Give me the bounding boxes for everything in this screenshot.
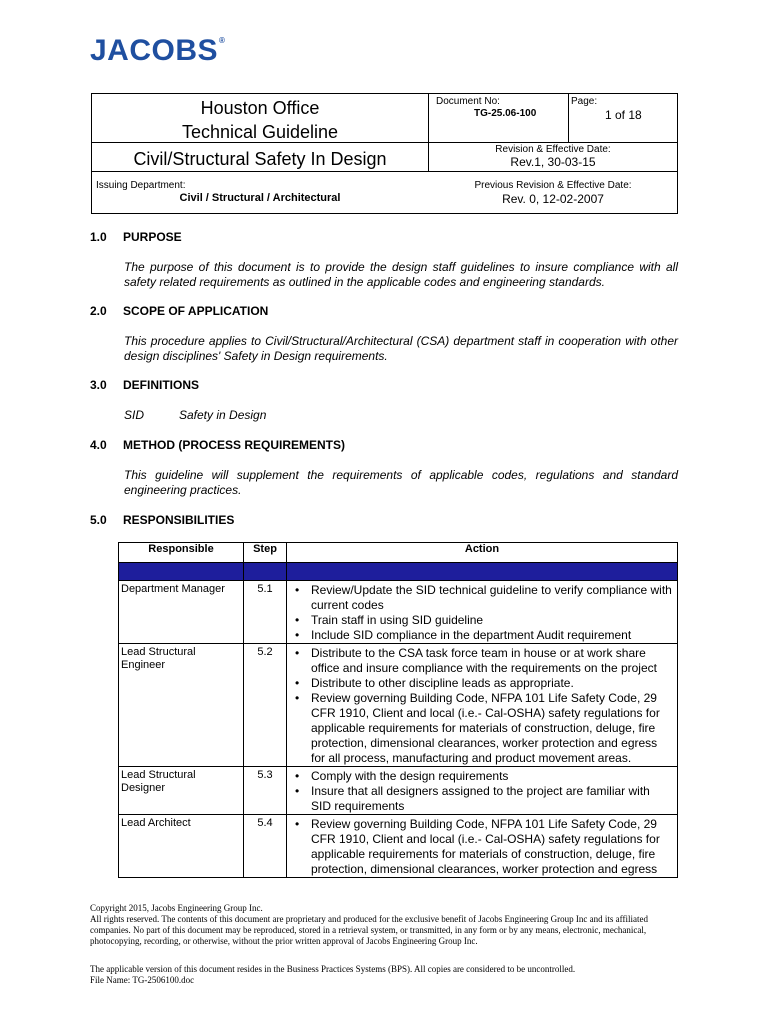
cell-step: 5.4 — [244, 815, 287, 878]
revision-value: Rev.1, 30-03-15 — [510, 155, 596, 169]
footer-copyright: Copyright 2015, Jacobs Engineering Group Inc. — [90, 903, 263, 913]
cell-responsible: Lead Structural Designer — [119, 767, 244, 815]
issuing-department-label: Issuing Department: — [96, 180, 186, 191]
section-heading-purpose: 1.0 PURPOSE — [90, 230, 182, 244]
previous-revision-label: Previous Revision & Effective Date: — [474, 180, 632, 191]
cell-responsible: Lead Architect — [119, 815, 244, 878]
footer-applicable — [90, 964, 680, 986]
section-text-purpose: The purpose of this document is to provide the design staff guidelines to insure compliance with all safety related requirements as outlined in the applicable codes and engineering standards. — [124, 260, 678, 289]
footer-file-name: File Name: TG-2506100.doc — [90, 975, 195, 985]
table-row — [119, 815, 678, 878]
revision-label: Revision & Effective Date: — [495, 144, 611, 155]
table-row — [119, 644, 678, 767]
action-item: • Distribute to the CSA task force team in house or at work share office and insure compliance with the requirements on the project — [291, 646, 673, 676]
action-item: • Train staff in using SID guideline — [291, 613, 673, 628]
cell-responsible: Lead Structural Engineer — [119, 644, 244, 767]
responsibilities-table — [118, 542, 678, 878]
definition-row — [124, 408, 678, 423]
office-title: Houston Office Technical Guideline — [181, 98, 339, 142]
footer-rights: All rights reserved. The contents of this document are proprietary and produced for the exclusive benefit of Jacobs Engineering Group Inc and its affiliated companies. No part of this document may be reproduced, stored in a retrieval system, or transmitted, in any form or by any means, electronic, mechanical, photocopying, recording, or otherwise, without the prior written approval of Jacobs Engineering Group Inc. — [90, 914, 648, 946]
action-item: • Review governing Building Code, NFPA 101 Life Safety Code, 29 CFR 1910, Client and local (i.e.- Cal-OSHA) safety regulations for applicable requirements for materials of construction, deluge, fire protection, dimensional clearances, worker protection and egress — [291, 817, 673, 877]
section-heading-method: 4.0 METHOD (PROCESS REQUIREMENTS) — [90, 438, 346, 452]
section-heading-responsibilities: 5.0 RESPONSIBILITIES — [90, 513, 235, 527]
cell-action — [287, 581, 678, 644]
table-row — [119, 581, 678, 644]
section-text-method: This guideline will supplement the requirements of applicable codes, regulations and standard engineering practices. — [124, 468, 678, 497]
action-item: • Comply with the design requirements — [291, 769, 673, 784]
cell-step: 5.2 — [244, 644, 287, 767]
action-item: • Insure that all designers assigned to the project are familiar with SID requirements — [291, 784, 673, 814]
previous-revision-value: Rev. 0, 12-02-2007 — [502, 192, 604, 206]
definition-text: Safety in Design — [179, 408, 267, 422]
table-row — [119, 767, 678, 815]
col-header-responsible: Responsible — [119, 543, 244, 563]
section-heading-scope: 2.0 SCOPE OF APPLICATION — [90, 304, 269, 318]
document-no-label: Document No: — [436, 96, 500, 107]
definition-term: SID — [124, 408, 145, 422]
cell-action — [287, 767, 678, 815]
document-title: Civil/Structural Safety In Design — [133, 149, 387, 169]
col-header-action: Action — [287, 543, 678, 563]
action-item: • Review governing Building Code, NFPA 101 Life Safety Code, 29 CFR 1910, Client and local (i.e.- Cal-OSHA) safety regulations for applicable requirements for materials of construction, deluge, fire protection, dimensional clearances, worker protection and egress for all process, manufacturing and product movement areas. — [291, 691, 673, 766]
cell-action — [287, 644, 678, 767]
col-header-step: Step — [244, 543, 287, 563]
cell-step: 5.1 — [244, 581, 287, 644]
table-band — [119, 563, 678, 581]
section-text-scope: This procedure applies to Civil/Structural/Architectural (CSA) department staff in cooperation with other design disciplines' Safety in Design requirements. — [124, 334, 678, 363]
page-label: Page: — [571, 96, 598, 107]
cell-step: 5.3 — [244, 767, 287, 815]
cell-responsible: Department Manager — [119, 581, 244, 644]
page-value: 1 of 18 — [605, 108, 642, 122]
document-no-value: TG-25.06-100 — [474, 108, 537, 119]
issuing-department-value: Civil / Structural / Architectural — [179, 192, 341, 204]
cell-action — [287, 815, 678, 878]
footer-applicable-text: The applicable version of this document resides in the Business Practices Systems (BPS). All copies are considered to be uncontrolled. — [90, 964, 576, 974]
action-item: • Review/Update the SID technical guideline to verify compliance with current codes — [291, 583, 673, 613]
footer-legal — [90, 903, 680, 947]
jacobs-logo: JACOBS® — [90, 34, 226, 67]
action-item: • Distribute to other discipline leads as appropriate. — [291, 676, 673, 691]
section-heading-definitions: 3.0 DEFINITIONS — [90, 378, 200, 392]
document-header-table — [91, 93, 678, 214]
action-item: • Include SID compliance in the department Audit requirement — [291, 628, 673, 643]
